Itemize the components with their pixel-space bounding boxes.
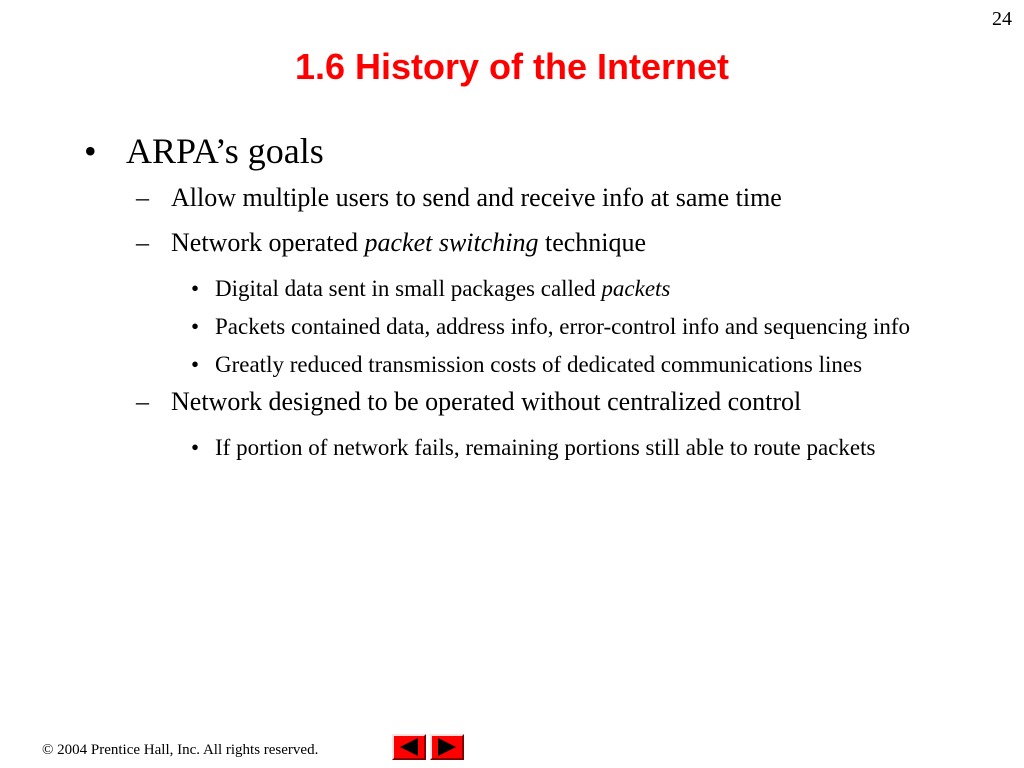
sub-text: Digital data sent in small packages called: [215, 276, 602, 301]
sub-item: [84, 348, 984, 382]
bullet-mark: •: [191, 435, 200, 460]
bullet-mark: •: [191, 314, 200, 339]
slide-title: 1.6 History of the Internet: [294, 46, 730, 87]
goal-text-end: technique: [538, 228, 647, 257]
bullet-mark: •: [191, 276, 200, 301]
sub-item: [84, 431, 984, 465]
page-number: 24: [992, 8, 1012, 30]
bullet-text: ARPA’s goals: [126, 131, 324, 171]
slide-content: [84, 126, 984, 469]
sub-item: [84, 310, 984, 344]
right-arrow-icon: [438, 738, 456, 756]
goal-item: [84, 386, 984, 418]
dash-mark: –: [136, 228, 149, 257]
copyright-footer: © 2004 Prentice Hall, Inc. All rights reserved.: [42, 742, 319, 758]
sub-item: [84, 272, 984, 306]
sub-text: Greatly reduced transmission costs of dedicated communications lines: [215, 352, 863, 377]
dash-mark: –: [136, 387, 149, 416]
goal-item: [84, 227, 984, 259]
goal-item: [84, 182, 984, 214]
bullet-arpa-goals: [84, 126, 984, 176]
sub-text: Packets contained data, address info, error-control info and sequencing info: [215, 314, 911, 339]
goal-text: Network operated: [171, 228, 365, 257]
slide-navigation: [392, 734, 464, 760]
goal-italic-text: packet switching: [364, 228, 539, 257]
sub-text: If portion of network fails, remaining portions still able to route packets: [215, 435, 876, 460]
dash-mark: –: [136, 183, 149, 212]
sub-text-wrap: [215, 272, 960, 306]
goal-text: Network designed to be operated without centralized control: [171, 387, 802, 416]
bullet-mark: •: [84, 131, 97, 171]
goal-text: Allow multiple users to send and receive info at same time: [171, 183, 782, 212]
next-slide-button[interactable]: [430, 734, 464, 760]
bullet-mark: •: [191, 352, 200, 377]
previous-slide-button[interactable]: [392, 734, 426, 760]
left-arrow-icon: [400, 738, 418, 756]
sub-italic-text: packets: [601, 276, 671, 301]
